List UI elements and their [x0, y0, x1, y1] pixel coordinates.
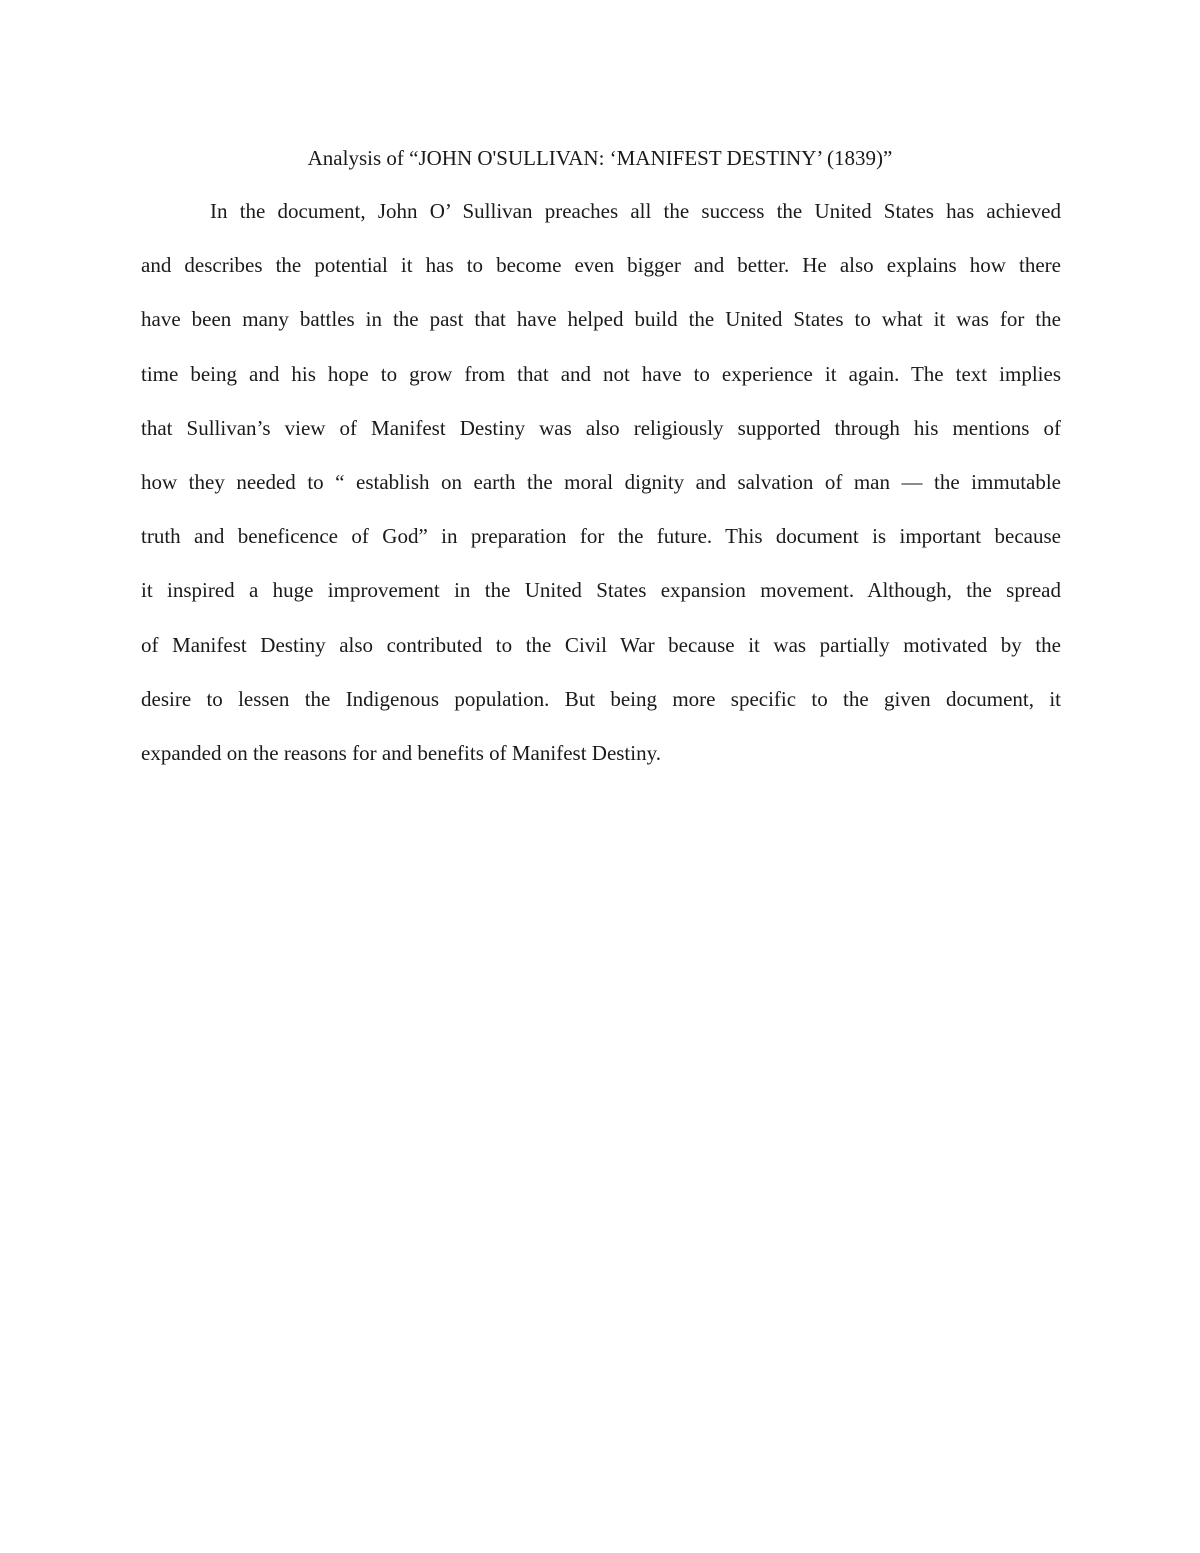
- paragraph-line: and describes the potential it has to become even bigger and better. He also explains how there: [141, 253, 1061, 278]
- document-title: Analysis of “JOHN O'SULLIVAN: ‘MANIFEST DESTINY’ (1839)”: [307, 146, 893, 170]
- paragraph-line: In the document, John O’ Sullivan preaches all the success the United States has achieved: [210, 199, 1061, 223]
- paragraph-line: truth and beneficence of God” in preparation for the future. This document is important because: [141, 524, 1061, 549]
- paragraph-line: expanded on the reasons for and benefits of Manifest Destiny.: [141, 740, 661, 765]
- body-paragraph: [141, 197, 1061, 793]
- paragraph-line: time being and his hope to grow from that and not have to experience it again. The text implies: [141, 361, 1061, 386]
- paragraph-line: how they needed to “ establish on earth the moral dignity and salvation of man — the immutable: [141, 469, 1061, 494]
- paragraph-line: have been many battles in the past that have helped build the United States to what it was for the: [141, 307, 1061, 332]
- paragraph-line: desire to lessen the Indigenous population. But being more specific to the given document, it: [141, 686, 1061, 711]
- paragraph-line: of Manifest Destiny also contributed to the Civil War because it was partially motivated by the: [141, 632, 1061, 657]
- paragraph-line: that Sullivan’s view of Manifest Destiny was also religiously supported through his mentions of: [141, 415, 1061, 440]
- paragraph-line: it inspired a huge improvement in the United States expansion movement. Although, the spread: [141, 578, 1061, 603]
